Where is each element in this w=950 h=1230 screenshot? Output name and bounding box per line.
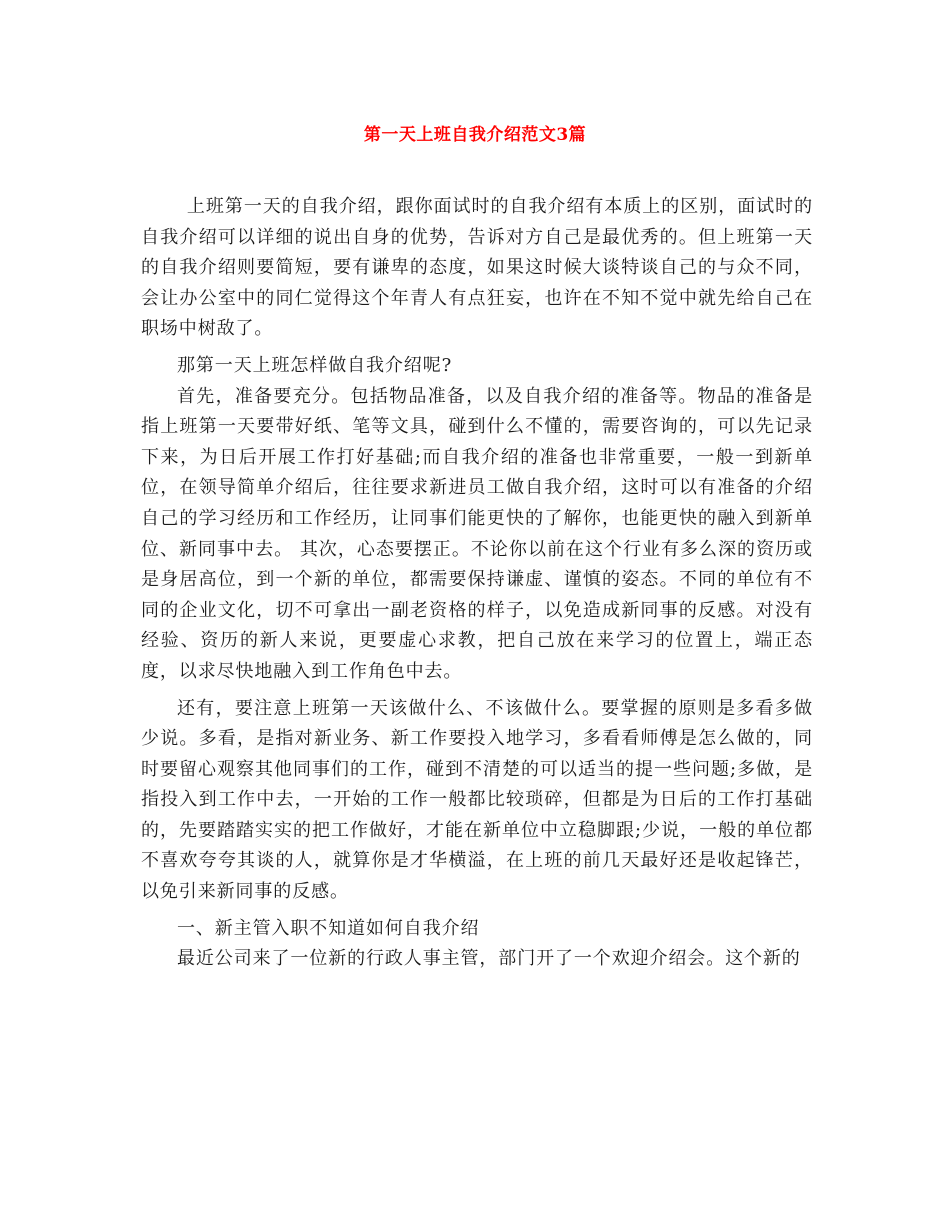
document-body	[141, 192, 813, 975]
paragraph-question: 那第一天上班怎样做自我介绍呢?	[177, 354, 453, 376]
document-title: 第一天上班自我介绍范文3篇	[363, 125, 587, 145]
paragraph-intro: 上班第一天的自我介绍，跟你面试时的自我介绍有本质上的区别，面试时的自我介绍可以详细的说出自身的优势，告诉对方自己是最优秀的。但上班第一天的自我介绍则要简短，要有谦卑的态度，如果这时候大谈特谈自己的与众不同，会让办公室中的同仁觉得这个年青人有点狂妄，也许在不知不觉中就先给自己在职场中树敌了。	[141, 196, 813, 340]
paragraph-section-one: 最近公司来了一位新的行政人事主管，部门开了一个欢迎介绍会。这个新的	[177, 948, 801, 970]
paragraph-preparation: 首先，准备要充分。包括物品准备，以及自我介绍的准备等。物品的准备是指上班第一天要带好纸、笔等文具，碰到什么不懂的，需要咨询的，可以先记录下来，为日后开展工作打好基础;而自我介绍的准备也非常重要，一般一到新单位，在领导简单介绍后，往往要求新进员工做自我介绍，这时可以有准备的介绍自己的学习经历和工作经历，让同事们能更快的了解你，也能更快的融入到新单位、新同事中去。 其次，心态要摆正。不论你以前在这个行业有多么深的资历或是身居高位，到一个新的单位，都需要保持谦虚、谨慎的姿态。不同的单位有不同的企业文化，切不可拿出一副老资格的样子，以免造成新同事的反感。对没有经验、资历的新人来说，更要虚心求教，把自己放在来学习的位置上，端正态度，以求尽快地融入到工作角色中去。	[141, 385, 813, 682]
paragraph-principles: 还有，要注意上班第一天该做什么、不该做什么。要掌握的原则是多看多做少说。多看，是指对新业务、新工作要投入地学习，多看看师傅是怎么做的，同时要留心观察其他同事们的工作，碰到不清楚的可以适当的提一些问题;多做，是指投入到工作中去，一开始的工作一般都比较琐碎，但都是为日后的工作打基础的，先要踏踏实实的把工作做好，才能在新单位中立稳脚跟;少说，一般的单位都不喜欢夸夸其谈的人，就算你是才华横溢，在上班的前几天最好还是收起锋芒，以免引来新同事的反感。	[141, 697, 813, 903]
section-heading: 一、新主管入职不知道如何自我介绍	[177, 917, 480, 939]
